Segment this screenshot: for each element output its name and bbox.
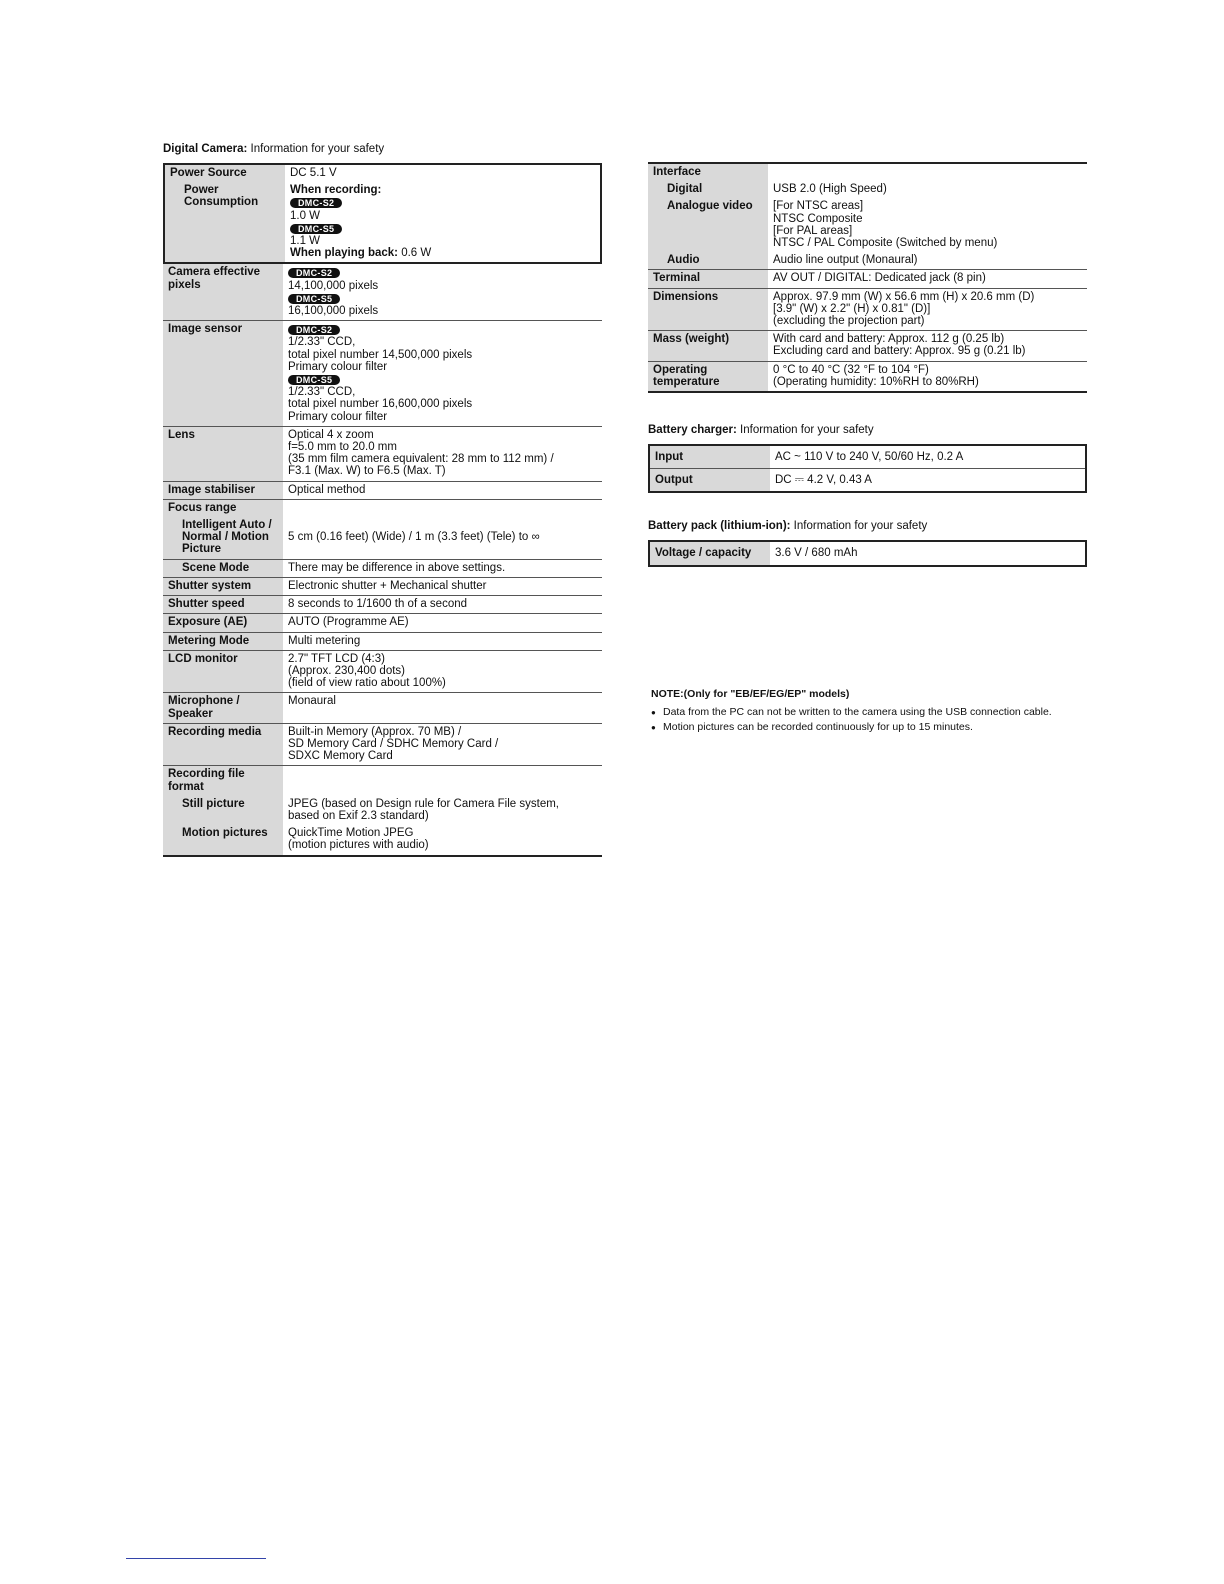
analogue-label bbox=[648, 198, 768, 252]
lens-line: f=5.0 mm to 20.0 mm bbox=[288, 441, 397, 454]
is-s5-line: Primary colour filter bbox=[288, 410, 388, 423]
digital-camera-section bbox=[163, 142, 602, 857]
motion-value bbox=[283, 825, 602, 855]
badge-dmc-s5: DMC-S5 bbox=[288, 294, 340, 304]
charger-table bbox=[650, 446, 1085, 491]
dimensions-value bbox=[768, 288, 1087, 331]
shutter-system-label: Shutter system bbox=[163, 577, 283, 595]
heading-rest: Information for your safety bbox=[247, 143, 385, 155]
heading-bold: Battery charger: bbox=[648, 424, 737, 437]
temp-line: (Operating humidity: 10%RH to 80%RH) bbox=[773, 375, 979, 388]
audio-text: Audio bbox=[667, 254, 700, 267]
spacer bbox=[648, 393, 1087, 423]
lens-line: Optical 4 x zoom bbox=[288, 428, 374, 441]
scene-mode-value: There may be difference in above settings. bbox=[283, 559, 602, 577]
scene-mode-label bbox=[163, 559, 283, 577]
analogue-line: NTSC / PAL Composite (Switched by menu) bbox=[773, 237, 998, 250]
battery-box bbox=[648, 540, 1087, 566]
mic-value: Monaural bbox=[283, 693, 602, 723]
analogue-line: NTSC Composite bbox=[773, 212, 863, 225]
interface-table bbox=[648, 162, 1087, 393]
charger-box bbox=[648, 444, 1087, 493]
exposure-value: AUTO (Programme AE) bbox=[283, 614, 602, 632]
shutter-system-value: Electronic shutter + Mechanical shutter bbox=[283, 577, 602, 595]
digital-text: Digital bbox=[667, 183, 703, 196]
still-text: Still picture bbox=[182, 797, 245, 810]
ep-s2-value: 14,100,000 pixels bbox=[288, 279, 379, 292]
mic-label: Microphone / Speaker bbox=[163, 693, 283, 723]
footer-rule bbox=[126, 1558, 266, 1559]
exposure-label: Exposure (AE) bbox=[163, 614, 283, 632]
motion-line: QuickTime Motion JPEG bbox=[288, 827, 414, 840]
note-section bbox=[651, 687, 1101, 735]
power-source-label: Power Source bbox=[165, 165, 285, 182]
still-line: based on Exif 2.3 standard) bbox=[288, 809, 429, 822]
badge-dmc-s2: DMC-S2 bbox=[288, 268, 340, 278]
ep-s5-value: 16,100,000 pixels bbox=[288, 305, 379, 318]
shutter-speed-value: 8 seconds to 1/1600 th of a second bbox=[283, 596, 602, 614]
terminal-value: AV OUT / DIGITAL: Dedicated jack (8 pin) bbox=[768, 270, 1087, 288]
heading-rest: Information for your safety bbox=[790, 520, 928, 533]
still-label bbox=[163, 796, 283, 825]
lcd-line: 2.7" TFT LCD (4:3) bbox=[288, 652, 385, 665]
lcd-line: (field of view ratio about 100%) bbox=[288, 677, 446, 690]
pc-s2-value: 1.0 W bbox=[290, 209, 321, 222]
battery-heading bbox=[648, 519, 1087, 533]
right-column bbox=[648, 162, 1087, 567]
lcd-value bbox=[283, 650, 602, 693]
analogue-text: Analogue video bbox=[667, 200, 753, 213]
is-s2-line: Primary colour filter bbox=[288, 360, 388, 373]
voltage-value: 3.6 V / 680 mAh bbox=[770, 542, 1085, 564]
image-sensor-value bbox=[283, 321, 602, 427]
dimensions-label: Dimensions bbox=[648, 288, 768, 331]
motion-text: Motion pictures bbox=[182, 827, 268, 840]
digital-value: USB 2.0 (High Speed) bbox=[768, 181, 1087, 198]
heading-bold: Battery pack (lithium-ion): bbox=[648, 520, 791, 533]
is-s5-line: 1/2.33" CCD, bbox=[288, 386, 356, 399]
temp-line: 0 °C to 40 °C (32 °F to 104 °F) bbox=[773, 363, 929, 376]
stabiliser-label: Image stabiliser bbox=[163, 481, 283, 499]
interface-label: Interface bbox=[648, 163, 768, 181]
is-s2-line: 1/2.33" CCD, bbox=[288, 336, 356, 349]
lens-value bbox=[283, 426, 602, 481]
power-consumption-label bbox=[165, 182, 285, 262]
heading-bold: Digital Camera: bbox=[163, 143, 248, 155]
dim-line: Approx. 97.9 mm (W) x 56.6 mm (H) x 20.6 mm (D) bbox=[773, 290, 1035, 303]
focus-range-label: Focus range bbox=[163, 499, 283, 517]
focus-auto-value: 5 cm (0.16 feet) (Wide) / 1 m (3.3 feet) (Tele) to ∞ bbox=[283, 517, 602, 559]
power-source-value: DC 5.1 V bbox=[285, 165, 600, 182]
shutter-speed-label: Shutter speed bbox=[163, 596, 283, 614]
badge-dmc-s2: DMC-S2 bbox=[288, 325, 340, 335]
when-recording: When recording: bbox=[290, 184, 382, 197]
temperature-value bbox=[768, 361, 1087, 392]
dim-line: (excluding the projection part) bbox=[773, 315, 925, 328]
mass-value bbox=[768, 331, 1087, 361]
focus-auto-text: Intelligent Auto / Normal / Motion Picture bbox=[182, 519, 272, 556]
metering-label: Metering Mode bbox=[163, 632, 283, 650]
spacer bbox=[648, 493, 1087, 519]
badge-dmc-s5: DMC-S5 bbox=[288, 375, 340, 385]
charger-output-label: Output bbox=[650, 469, 770, 492]
power-box bbox=[163, 163, 602, 264]
badge-dmc-s2: DMC-S2 bbox=[290, 198, 342, 208]
analogue-line: [For PAL areas] bbox=[773, 224, 853, 237]
mass-line: Excluding card and battery: Approx. 95 g (0.21 lb) bbox=[773, 345, 1026, 358]
focus-auto-label bbox=[163, 517, 283, 559]
charger-input-label: Input bbox=[650, 446, 770, 469]
note-item: ● Motion pictures can be recorded continuously for up to 15 minutes. bbox=[651, 720, 1101, 735]
pc-s5-value: 1.1 W bbox=[290, 235, 321, 248]
lcd-label: LCD monitor bbox=[163, 650, 283, 693]
note-list bbox=[651, 705, 1101, 735]
file-format-value bbox=[283, 766, 602, 796]
still-value bbox=[283, 796, 602, 825]
motion-line: (motion pictures with audio) bbox=[288, 839, 429, 852]
when-playing-back: When playing back: bbox=[290, 247, 398, 260]
is-s5-line: total pixel number 16,600,000 pixels bbox=[288, 398, 473, 411]
analogue-value bbox=[768, 198, 1087, 252]
effective-pixels-label: Camera effective pixels bbox=[163, 264, 283, 320]
mass-line: With card and battery: Approx. 112 g (0.25 lb) bbox=[773, 333, 1005, 346]
charger-output-value: DC ⎓ 4.2 V, 0.43 A bbox=[770, 469, 1085, 492]
lcd-line: (Approx. 230,400 dots) bbox=[288, 664, 405, 677]
dim-line: [3.9" (W) x 2.2" (H) x 0.81" (D)] bbox=[773, 302, 931, 315]
camera-spec-table bbox=[163, 264, 602, 856]
terminal-label: Terminal bbox=[648, 270, 768, 288]
badge-dmc-s5: DMC-S5 bbox=[290, 224, 342, 234]
scene-mode-text: Scene Mode bbox=[182, 561, 250, 574]
stabiliser-value: Optical method bbox=[283, 481, 602, 499]
media-line: SD Memory Card / SDHC Memory Card / bbox=[288, 737, 499, 750]
note-item: ● Data from the PC can not be written to the camera using the USB connection cable. bbox=[651, 705, 1101, 720]
metering-value: Multi metering bbox=[283, 632, 602, 650]
file-format-label: Recording file format bbox=[163, 766, 283, 796]
digital-camera-heading bbox=[163, 142, 602, 156]
temperature-label: Operating temperature bbox=[648, 361, 768, 392]
power-consumption-text: Power Consumption bbox=[184, 184, 259, 209]
media-line: Built-in Memory (Approx. 70 MB) / bbox=[288, 725, 462, 738]
charger-heading bbox=[648, 423, 1087, 437]
playing-back-value: 0.6 W bbox=[398, 247, 432, 260]
power-table bbox=[165, 165, 600, 262]
charger-input-value: AC ~ 110 V to 240 V, 50/60 Hz, 0.2 A bbox=[770, 446, 1085, 469]
audio-label bbox=[648, 252, 768, 270]
effective-pixels-value bbox=[283, 264, 602, 320]
note-title: NOTE:(Only for "EB/EF/EG/EP" models) bbox=[651, 688, 850, 700]
media-label: Recording media bbox=[163, 723, 283, 766]
focus-range-value bbox=[283, 499, 602, 517]
mass-label: Mass (weight) bbox=[648, 331, 768, 361]
voltage-label: Voltage / capacity bbox=[650, 542, 770, 564]
still-line: JPEG (based on Design rule for Camera File system, bbox=[288, 797, 559, 810]
digital-label bbox=[648, 181, 768, 198]
interface-value bbox=[768, 163, 1087, 181]
is-s2-line: total pixel number 14,500,000 pixels bbox=[288, 348, 473, 361]
power-consumption-value bbox=[285, 182, 600, 262]
image-sensor-label: Image sensor bbox=[163, 321, 283, 427]
lens-line: (35 mm film camera equivalent: 28 mm to 112 mm) / bbox=[288, 453, 554, 466]
battery-table bbox=[650, 542, 1085, 564]
lens-label: Lens bbox=[163, 426, 283, 481]
media-line: SDXC Memory Card bbox=[288, 750, 393, 763]
motion-label bbox=[163, 825, 283, 855]
analogue-line: [For NTSC areas] bbox=[773, 200, 864, 213]
lens-line: F3.1 (Max. W) to F6.5 (Max. T) bbox=[288, 465, 446, 478]
media-value bbox=[283, 723, 602, 766]
heading-rest: Information for your safety bbox=[736, 424, 874, 437]
audio-value: Audio line output (Monaural) bbox=[768, 252, 1087, 270]
